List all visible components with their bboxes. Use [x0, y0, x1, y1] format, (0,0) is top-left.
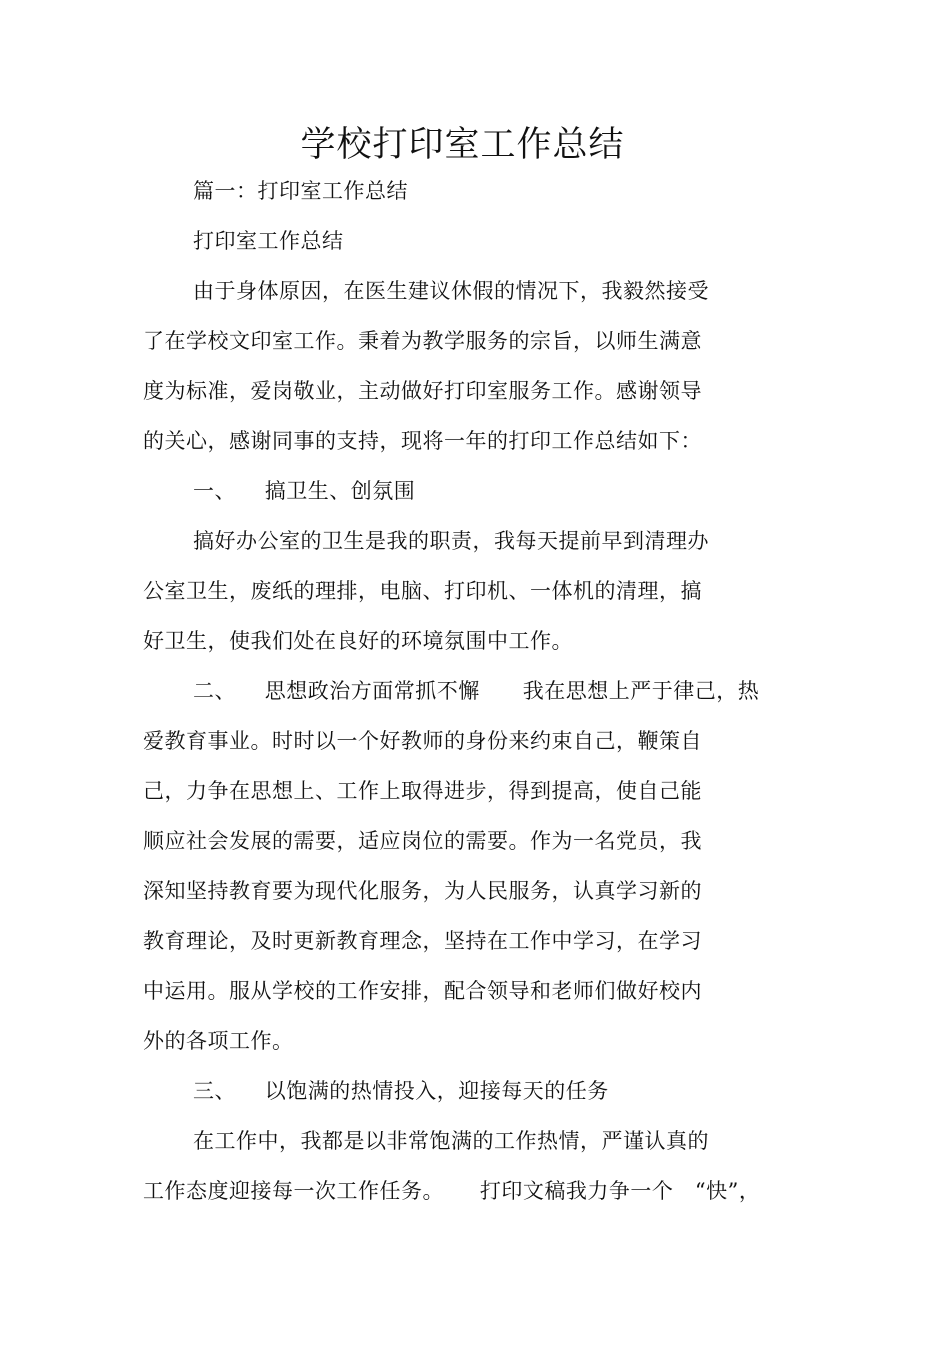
list-heading: 三、 以饱满的热情投入，迎接每天的任务: [193, 1079, 609, 1103]
paragraph-line: 搞好办公室的卫生是我的职责，我每天提前早到清理办: [193, 529, 709, 553]
paragraph-line: 外的各项工作。: [143, 1029, 294, 1053]
paragraph-line: 了在学校文印室工作。秉着为教学服务的宗旨，以师生满意: [143, 329, 702, 353]
section-heading: 篇一：打印室工作总结: [193, 179, 408, 203]
paragraph-line: 己，力争在思想上、工作上取得进步，得到提高，使自己能: [143, 779, 702, 803]
list-heading: 二、 思想政治方面常抓不懈 我在思想上严于律己，热: [193, 679, 760, 703]
paragraph-line: 爱教育事业。时时以一个好教师的身份来约束自己，鞭策自: [143, 729, 702, 753]
paragraph-line: 度为标准，爱岗敬业，主动做好打印室服务工作。感谢领导: [143, 379, 702, 403]
paragraph-line: 顺应社会发展的需要，适应岗位的需要。作为一名党员，我: [143, 829, 702, 853]
paragraph-line: 好卫生，使我们处在良好的环境氛围中工作。: [143, 629, 573, 653]
paragraph-line: 由于身体原因，在医生建议休假的情况下，我毅然接受: [193, 279, 709, 303]
paragraph-line: 的关心，感谢同事的支持，现将一年的打印工作总结如下：: [143, 429, 702, 453]
subheading: 打印室工作总结: [193, 229, 344, 253]
paragraph-line: 工作态度迎接每一次工作任务。 打印文稿我力争一个 “快”，: [143, 1179, 761, 1203]
list-heading: 一、 搞卫生、创氛围: [193, 479, 416, 503]
document-title: 学校打印室工作总结: [300, 125, 625, 165]
paragraph-line: 深知坚持教育要为现代化服务，为人民服务，认真学习新的: [143, 879, 702, 903]
paragraph-line: 中运用。服从学校的工作安排，配合领导和老师们做好校内: [143, 979, 702, 1003]
paragraph-line: 教育理论，及时更新教育理念，坚持在工作中学习，在学习: [143, 929, 702, 953]
paragraph-line: 公室卫生，废纸的理排，电脑、打印机、一体机的清理，搞: [143, 579, 702, 603]
paragraph-line: 在工作中，我都是以非常饱满的工作热情，严谨认真的: [193, 1129, 709, 1153]
